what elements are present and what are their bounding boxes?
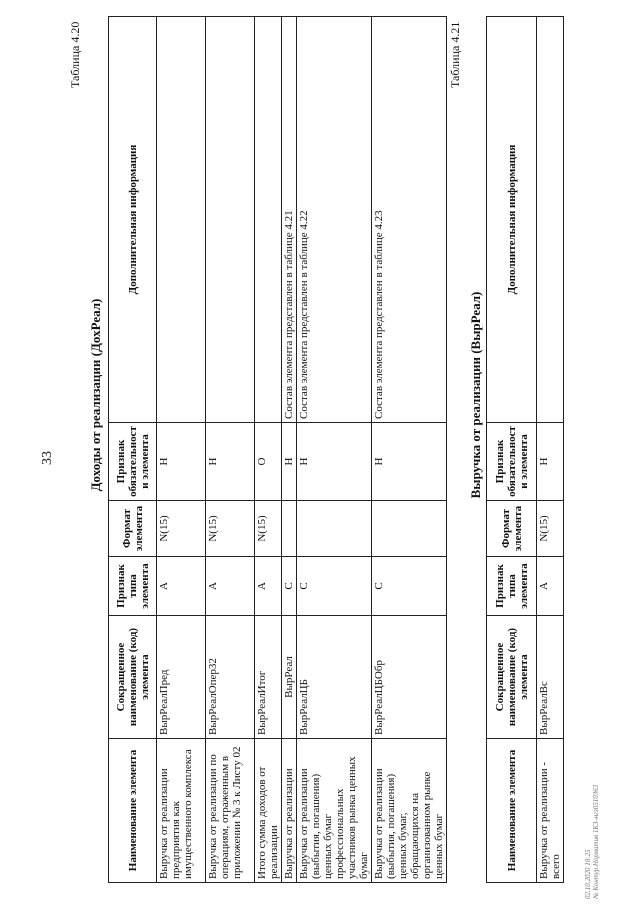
column-header: Признак обязательности элемента	[109, 423, 157, 501]
table-cell: ВырРеалЦБ	[297, 616, 372, 739]
table-caption: Доходы от реализации (ДохРеал)	[88, 298, 103, 492]
table-cell: А	[255, 557, 282, 616]
table-cell	[537, 17, 564, 423]
table-cell: ВырРеалПред	[157, 616, 206, 739]
column-header: Формат элемента	[109, 501, 157, 557]
table-cell	[282, 501, 297, 557]
table-cell: С	[297, 557, 372, 616]
table-caption: Выручка от реализации (ВырРеал)	[468, 291, 483, 499]
column-header: Наименование элемента	[487, 739, 537, 883]
table-cell	[372, 501, 447, 557]
table-cell: А	[537, 557, 564, 616]
table-cell: Выручка от реализации - всего	[537, 739, 564, 883]
table-label: Таблица 4.20	[68, 21, 82, 88]
table-cell: N(15)	[157, 501, 206, 557]
table-cell: Состав элемента представлен в таблице 4.21	[282, 17, 297, 423]
table-cell: ВырРеалОпер32	[206, 616, 255, 739]
column-header: Сокращенное наименование (код) элемента	[109, 616, 157, 739]
table-cell: ВырРеал	[282, 616, 297, 739]
table-4-21	[486, 16, 564, 883]
table-row	[537, 17, 564, 883]
table-cell: А	[157, 557, 206, 616]
table-cell: Выручка от реализации	[282, 739, 297, 883]
table-row	[255, 17, 282, 883]
column-header: Дополнительная информация	[109, 17, 157, 423]
table-cell: Выручка от реализации по операциям, отраженным в приложении № 3 к Листу 02	[206, 739, 255, 883]
stamp-line: № Контур.Норматив 1КЗ-мгз0510363	[592, 784, 600, 899]
table-cell: ВырРеалИтог	[255, 616, 282, 739]
column-header: Сокращенное наименование (код) элемента	[487, 616, 537, 739]
table-cell: Н	[282, 423, 297, 501]
table-cell: N(15)	[206, 501, 255, 557]
table-cell: N(15)	[537, 501, 564, 557]
table-cell: Н	[537, 423, 564, 501]
table-cell: Выручка от реализации предприятия как имущественного комплекса	[157, 739, 206, 883]
table-cell	[206, 17, 255, 423]
column-header: Признак типа элемента	[487, 557, 537, 616]
table-cell: С	[372, 557, 447, 616]
table-header-row	[109, 17, 157, 883]
table-cell: Состав элемента представлен в таблице 4.23	[372, 17, 447, 423]
table-row	[157, 17, 206, 883]
table-4-20	[108, 16, 447, 883]
table-cell: ВырРеалЦБОбр	[372, 616, 447, 739]
column-header: Признак типа элемента	[109, 557, 157, 616]
table-cell: Выручка от реализации (выбытия, погашения) ценных бумаг, обращающихся на организованном рынке ценных бумаг	[372, 739, 447, 883]
table-label: Таблица 4.21	[448, 21, 462, 88]
table-row	[282, 17, 297, 883]
stamp-line: 02.10.2020 18:25	[584, 849, 592, 899]
table-row	[297, 17, 372, 883]
column-header: Признак обязательности элемента	[487, 423, 537, 501]
table-cell: Выручка от реализации (выбытия, погашения) ценных бумаг профессиональных участников рынка ценных бумаг	[297, 739, 372, 883]
table-cell: Н	[372, 423, 447, 501]
table-cell: N(15)	[255, 501, 282, 557]
column-header: Формат элемента	[487, 501, 537, 557]
table-cell: А	[206, 557, 255, 616]
table-cell	[297, 501, 372, 557]
table-row	[372, 17, 447, 883]
page-number: 33	[40, 451, 55, 465]
table-cell: Состав элемента представлен в таблице 4.22	[297, 17, 372, 423]
table-row	[206, 17, 255, 883]
table-cell: Н	[157, 423, 206, 501]
column-header: Наименование элемента	[109, 739, 157, 883]
table-cell	[255, 17, 282, 423]
table-cell: Н	[206, 423, 255, 501]
table-header-row	[487, 17, 537, 883]
document-stamp	[584, 785, 600, 899]
table-cell: ВырРеалВс	[537, 616, 564, 739]
column-header: Дополнительная информация	[487, 17, 537, 423]
table-cell: О	[255, 423, 282, 501]
table-cell	[157, 17, 206, 423]
table-cell: С	[282, 557, 297, 616]
table-cell: Н	[297, 423, 372, 501]
table-cell: Итого сумма доходов от реализации	[255, 739, 282, 883]
